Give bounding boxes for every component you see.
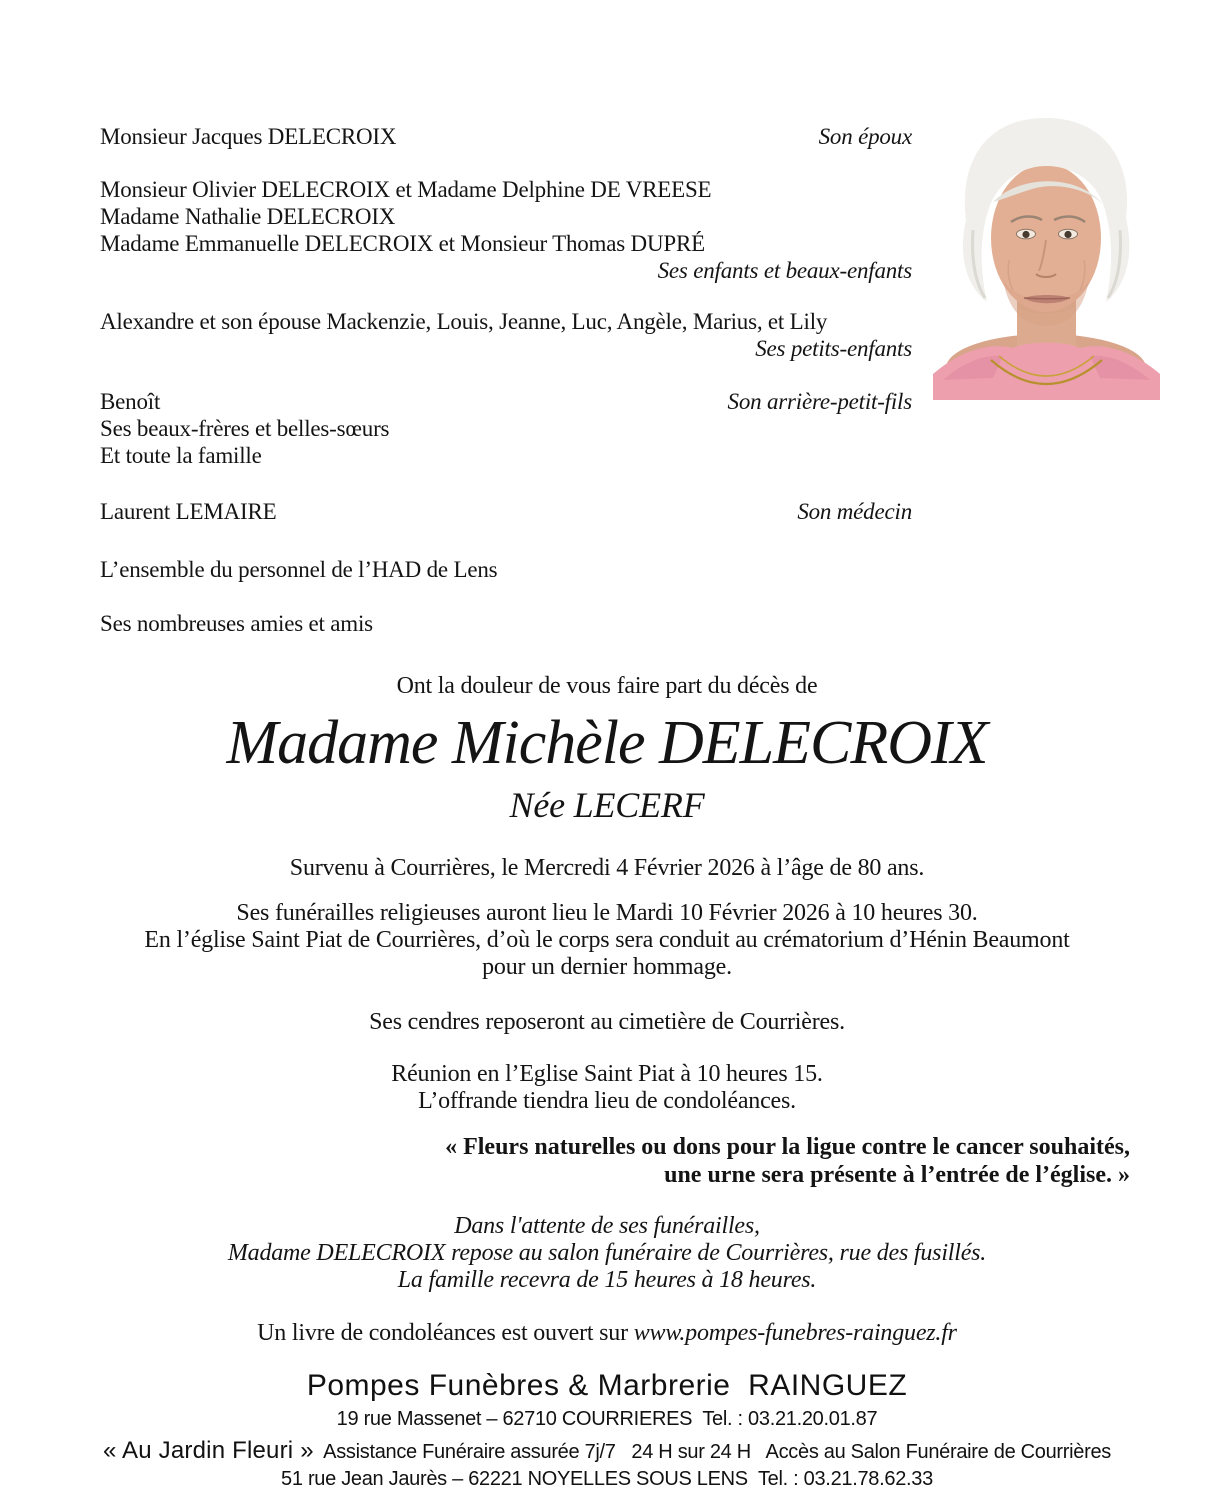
- children-line: Monsieur Olivier DELECROIX et Madame Delphine DE VREESE: [100, 177, 712, 202]
- flowers-request-line: une urne sera présente à l’entrée de l’église. »: [664, 1162, 1130, 1188]
- great-grandson-relation: Son arrière-petit-fils: [727, 389, 912, 414]
- flowers-request-line: « Fleurs naturelles ou dons pour la ligue contre le cancer souhaités,: [445, 1134, 1130, 1160]
- funeral-line: Ses funérailles religieuses auront lieu le Mardi 10 Février 2026 à 10 heures 30.: [236, 900, 978, 926]
- funeral-home-services-line: [0, 1437, 1214, 1466]
- funeral-home-address-2: 51 rue Jean Jaurès – 62221 NOYELLES SOUS LENS Tel. : 03.21.78.62.33: [281, 1468, 933, 1490]
- husband-relation: Son époux: [818, 124, 912, 149]
- deceased-name: Madame Michèle DELECROIX: [226, 709, 988, 777]
- funeral-home-address-1: 19 rue Massenet – 62710 COURRIERES Tel. : 03.21.20.01.87: [336, 1408, 878, 1430]
- announcement-section: [0, 672, 1214, 1347]
- family-section: [100, 123, 912, 637]
- deceased-portrait-photo: [933, 110, 1160, 400]
- great-grandson-row: [100, 388, 912, 415]
- doctor-row: [100, 498, 912, 525]
- repose-line: La famille recevra de 15 heures à 18 heures.: [397, 1267, 817, 1293]
- condolence-book-text: Un livre de condoléances est ouvert sur: [257, 1320, 634, 1346]
- funeral-home-brand: « Au Jardin Fleuri »: [102, 1437, 314, 1464]
- in-laws-line: Ses beaux-frères et belles-sœurs: [100, 416, 390, 441]
- maiden-name: Née LECERF: [509, 785, 705, 825]
- announcement-intro: Ont la douleur de vous faire part du décès de: [396, 673, 818, 699]
- flowers-request-block: [0, 1133, 1214, 1189]
- repose-line: Dans l'attente de ses funérailles,: [454, 1213, 760, 1239]
- grandchildren-line: Alexandre et son épouse Mackenzie, Louis, Jeanne, Luc, Angèle, Marius, et Lily: [100, 309, 828, 334]
- repose-line: Madame DELECROIX repose au salon funéraire de Courrières, rue des fusillés.: [227, 1240, 987, 1266]
- meeting-block: [0, 1061, 1214, 1115]
- repose-block: [0, 1213, 1214, 1294]
- children-line: Madame Nathalie DELECROIX: [100, 204, 396, 229]
- funeral-line: En l’église Saint Piat de Courrières, d’où le corps sera conduit au crématorium d’Hénin Beaumont: [144, 927, 1070, 953]
- friends-line: Ses nombreuses amies et amis: [100, 611, 373, 636]
- grandchildren-block: [100, 308, 912, 362]
- funeral-home-services: Assistance Funéraire assurée 7j/7 24 H sur 24 H Accès au Salon Funéraire de Courrières: [313, 1441, 1112, 1463]
- doctor-relation: Son médecin: [797, 499, 912, 524]
- husband-row: [100, 123, 912, 150]
- meeting-line: Réunion en l’Eglise Saint Piat à 10 heures 15.: [391, 1061, 823, 1087]
- funeral-home-name: Pompes Funèbres & Marbrerie RAINGUEZ: [306, 1369, 908, 1402]
- funeral-details-block: [0, 900, 1214, 981]
- death-notice-line: Survenu à Courrières, le Mercredi 4 Février 2026 à l’âge de 80 ans.: [289, 855, 925, 881]
- offering-line: L’offrande tiendra lieu de condoléances.: [418, 1088, 796, 1114]
- great-grandson-block: [100, 388, 912, 469]
- condolence-book-url: www.pompes-funebres-rainguez.fr: [633, 1320, 957, 1346]
- portrait-illustration: [933, 110, 1160, 400]
- had-staff-line: L’ensemble du personnel de l’HAD de Lens: [100, 557, 498, 582]
- whole-family-line: Et toute la famille: [100, 443, 262, 468]
- doctor-name: Laurent LEMAIRE: [100, 499, 277, 524]
- condolence-book-line: [0, 1319, 1214, 1347]
- funeral-home-footer: [0, 1345, 1214, 1491]
- children-block: [100, 176, 912, 284]
- husband-name: Monsieur Jacques DELECROIX: [100, 124, 397, 149]
- grandchildren-relation: Ses petits-enfants: [755, 336, 912, 361]
- great-grandson-name: Benoît: [100, 389, 161, 414]
- children-relation: Ses enfants et beaux-enfants: [657, 258, 912, 283]
- ashes-line: Ses cendres reposeront au cimetière de Courrières.: [369, 1009, 845, 1035]
- children-line: Madame Emmanuelle DELECROIX et Monsieur Thomas DUPRÉ: [100, 231, 705, 256]
- funeral-line: pour un dernier hommage.: [482, 954, 732, 980]
